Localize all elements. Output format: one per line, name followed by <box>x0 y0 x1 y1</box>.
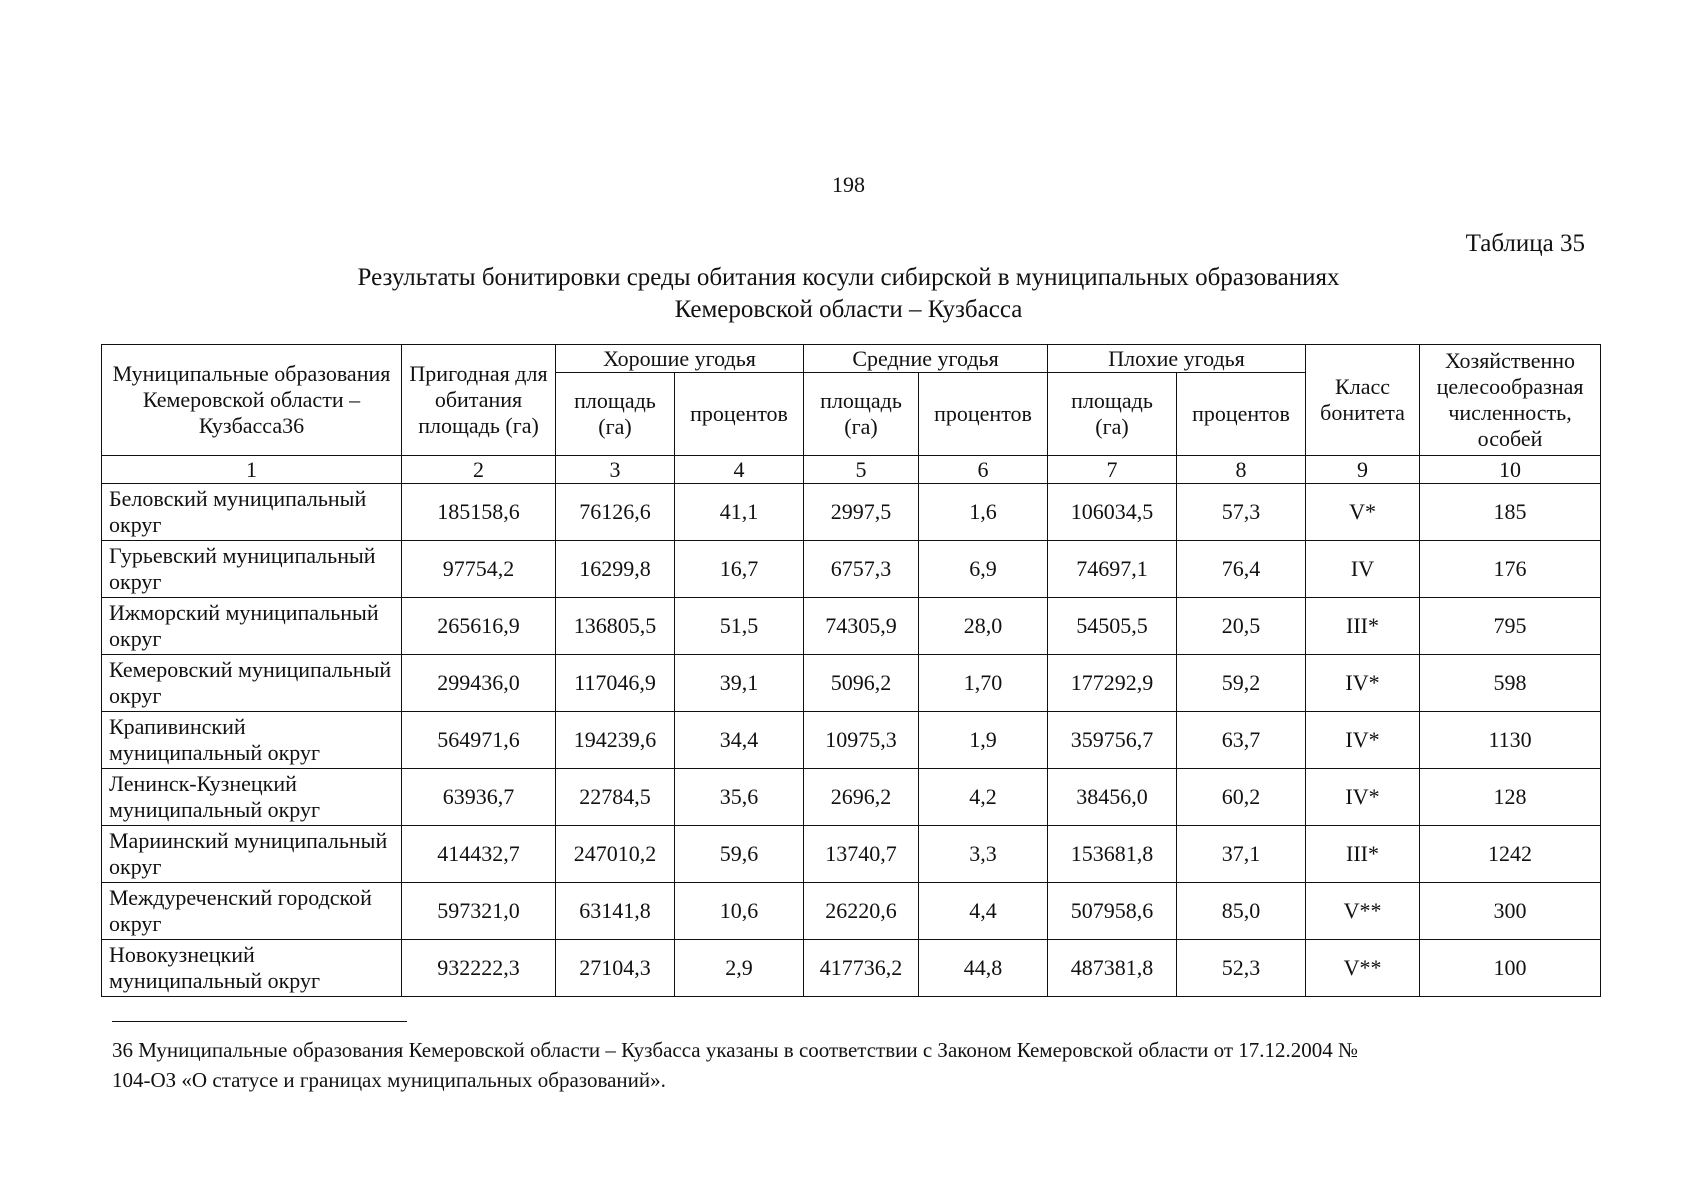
cell-medium-percent: 44,8 <box>919 940 1048 997</box>
header-row-groups <box>102 345 1601 373</box>
header-optimal-population: Хозяйственно целесообразная численность, особей <box>1420 345 1601 456</box>
table-title <box>0 262 1697 326</box>
cell-medium-area: 6757,3 <box>804 541 919 598</box>
cell-medium-area: 5096,2 <box>804 655 919 712</box>
header-poor-lands: Плохие угодья <box>1048 345 1306 373</box>
table-row <box>102 769 1601 826</box>
habitat-bonitet-table <box>101 344 1601 997</box>
cell-medium-percent: 1,6 <box>919 484 1048 541</box>
header-poor-area: площадь (га) <box>1048 373 1177 456</box>
cell-poor-percent: 57,3 <box>1177 484 1306 541</box>
cell-poor-percent: 60,2 <box>1177 769 1306 826</box>
cell-municipality: Крапивинский муниципальный округ <box>102 712 402 769</box>
cell-municipality: Ленинск-Кузнецкий муниципальный округ <box>102 769 402 826</box>
cell-good-area: 63141,8 <box>556 883 675 940</box>
cell-medium-percent: 1,9 <box>919 712 1048 769</box>
cell-medium-area: 26220,6 <box>804 883 919 940</box>
cell-poor-area: 487381,8 <box>1048 940 1177 997</box>
cell-good-area: 27104,3 <box>556 940 675 997</box>
cell-bonitet-class: IV* <box>1306 655 1420 712</box>
cell-good-area: 76126,6 <box>556 484 675 541</box>
cell-good-area: 22784,5 <box>556 769 675 826</box>
cell-medium-percent: 6,9 <box>919 541 1048 598</box>
table-title-line-1: Результаты бонитировки среды обитания косули сибирской в муниципальных образованиях <box>357 264 1340 291</box>
cell-good-percent: 59,6 <box>675 826 804 883</box>
cell-bonitet-class: V* <box>1306 484 1420 541</box>
footnote-line-1: 36 Муниципальные образования Кемеровской области – Кузбасса указаны в соответствии с Законом Кемеровской области от 17.12.2004 № <box>112 1038 1359 1062</box>
cell-optimal-population: 185 <box>1420 484 1601 541</box>
cell-poor-percent: 37,1 <box>1177 826 1306 883</box>
cell-poor-percent: 52,3 <box>1177 940 1306 997</box>
table-row <box>102 541 1601 598</box>
cell-optimal-population: 176 <box>1420 541 1601 598</box>
cell-optimal-population: 598 <box>1420 655 1601 712</box>
table-row <box>102 826 1601 883</box>
header-good-lands: Хорошие угодья <box>556 345 804 373</box>
cell-suitable-area: 299436,0 <box>402 655 556 712</box>
cell-municipality: Беловский муниципальный округ <box>102 484 402 541</box>
cell-municipality: Ижморский муниципальный округ <box>102 598 402 655</box>
cell-poor-area: 177292,9 <box>1048 655 1177 712</box>
cell-bonitet-class: IV* <box>1306 769 1420 826</box>
cell-bonitet-class: IV* <box>1306 712 1420 769</box>
table-row <box>102 484 1601 541</box>
header-good-percent: процентов <box>675 373 804 456</box>
cell-suitable-area: 265616,9 <box>402 598 556 655</box>
cell-medium-area: 2997,5 <box>804 484 919 541</box>
cell-good-percent: 34,4 <box>675 712 804 769</box>
cell-municipality: Мариинский муниципальный округ <box>102 826 402 883</box>
cell-bonitet-class: V** <box>1306 940 1420 997</box>
column-number: 1 <box>102 456 402 484</box>
table-label: Таблица 35 <box>1465 230 1585 257</box>
footnote-line-2: 104-ОЗ «О статусе и границах муниципальных образований». <box>112 1068 666 1092</box>
cell-poor-area: 54505,5 <box>1048 598 1177 655</box>
cell-bonitet-class: III* <box>1306 826 1420 883</box>
cell-medium-area: 13740,7 <box>804 826 919 883</box>
cell-poor-area: 74697,1 <box>1048 541 1177 598</box>
cell-good-percent: 41,1 <box>675 484 804 541</box>
cell-good-percent: 35,6 <box>675 769 804 826</box>
header-suitable-area: Пригодная для обитания площадь (га) <box>402 345 556 456</box>
cell-medium-area: 10975,3 <box>804 712 919 769</box>
header-medium-area: площадь (га) <box>804 373 919 456</box>
table-row <box>102 598 1601 655</box>
cell-good-area: 136805,5 <box>556 598 675 655</box>
cell-municipality: Междуреченский городской округ <box>102 883 402 940</box>
cell-poor-area: 507958,6 <box>1048 883 1177 940</box>
cell-suitable-area: 597321,0 <box>402 883 556 940</box>
footnote <box>112 1035 1572 1095</box>
cell-medium-percent: 4,4 <box>919 883 1048 940</box>
cell-good-percent: 51,5 <box>675 598 804 655</box>
cell-medium-area: 74305,9 <box>804 598 919 655</box>
page-number: 198 <box>832 172 865 197</box>
cell-municipality: Кемеровский муниципальный округ <box>102 655 402 712</box>
cell-municipality: Гурьевский муниципальный округ <box>102 541 402 598</box>
cell-poor-percent: 59,2 <box>1177 655 1306 712</box>
cell-optimal-population: 128 <box>1420 769 1601 826</box>
column-number: 3 <box>556 456 675 484</box>
cell-medium-percent: 1,70 <box>919 655 1048 712</box>
cell-poor-area: 106034,5 <box>1048 484 1177 541</box>
header-municipality: Муниципальные образования Кемеровской области – Кузбасса36 <box>102 345 402 456</box>
cell-medium-area: 2696,2 <box>804 769 919 826</box>
cell-optimal-population: 100 <box>1420 940 1601 997</box>
cell-medium-percent: 4,2 <box>919 769 1048 826</box>
cell-medium-percent: 28,0 <box>919 598 1048 655</box>
cell-suitable-area: 414432,7 <box>402 826 556 883</box>
cell-suitable-area: 185158,6 <box>402 484 556 541</box>
cell-optimal-population: 300 <box>1420 883 1601 940</box>
cell-suitable-area: 97754,2 <box>402 541 556 598</box>
column-number: 10 <box>1420 456 1601 484</box>
cell-good-percent: 10,6 <box>675 883 804 940</box>
cell-good-percent: 2,9 <box>675 940 804 997</box>
table-row <box>102 940 1601 997</box>
column-number: 2 <box>402 456 556 484</box>
cell-poor-percent: 63,7 <box>1177 712 1306 769</box>
cell-poor-area: 38456,0 <box>1048 769 1177 826</box>
cell-good-percent: 16,7 <box>675 541 804 598</box>
cell-medium-percent: 3,3 <box>919 826 1048 883</box>
header-medium-lands: Средние угодья <box>804 345 1048 373</box>
cell-poor-percent: 76,4 <box>1177 541 1306 598</box>
cell-optimal-population: 1242 <box>1420 826 1601 883</box>
cell-bonitet-class: III* <box>1306 598 1420 655</box>
header-bonitet-class: Класс бонитета <box>1306 345 1420 456</box>
cell-suitable-area: 932222,3 <box>402 940 556 997</box>
header-good-area: площадь (га) <box>556 373 675 456</box>
table-title-line-2: Кемеровской области – Кузбасса <box>674 296 1023 323</box>
cell-poor-area: 153681,8 <box>1048 826 1177 883</box>
footnote-divider <box>112 1021 407 1022</box>
cell-bonitet-class: IV <box>1306 541 1420 598</box>
cell-good-area: 117046,9 <box>556 655 675 712</box>
cell-municipality: Новокузнецкий муниципальный округ <box>102 940 402 997</box>
cell-optimal-population: 1130 <box>1420 712 1601 769</box>
cell-good-area: 16299,8 <box>556 541 675 598</box>
table-row <box>102 712 1601 769</box>
cell-optimal-population: 795 <box>1420 598 1601 655</box>
header-medium-percent: процентов <box>919 373 1048 456</box>
header-poor-percent: процентов <box>1177 373 1306 456</box>
cell-good-area: 194239,6 <box>556 712 675 769</box>
cell-bonitet-class: V** <box>1306 883 1420 940</box>
cell-medium-area: 417736,2 <box>804 940 919 997</box>
column-number: 7 <box>1048 456 1177 484</box>
cell-suitable-area: 564971,6 <box>402 712 556 769</box>
cell-poor-percent: 20,5 <box>1177 598 1306 655</box>
column-number: 9 <box>1306 456 1420 484</box>
column-number: 4 <box>675 456 804 484</box>
cell-good-percent: 39,1 <box>675 655 804 712</box>
column-number: 6 <box>919 456 1048 484</box>
table-row <box>102 655 1601 712</box>
cell-poor-percent: 85,0 <box>1177 883 1306 940</box>
column-number: 5 <box>804 456 919 484</box>
table-row <box>102 883 1601 940</box>
column-number: 8 <box>1177 456 1306 484</box>
header-row-column-numbers <box>102 456 1601 484</box>
cell-poor-area: 359756,7 <box>1048 712 1177 769</box>
cell-good-area: 247010,2 <box>556 826 675 883</box>
cell-suitable-area: 63936,7 <box>402 769 556 826</box>
